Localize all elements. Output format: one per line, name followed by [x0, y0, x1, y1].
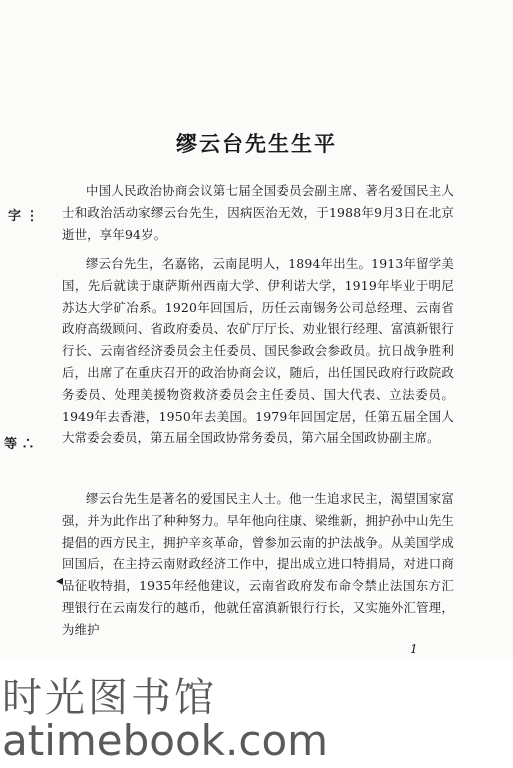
watermark-url: atimebook.com	[2, 716, 329, 765]
page-title: 缪云台先生生平	[176, 131, 337, 156]
page-number: 1	[410, 642, 418, 656]
watermark-text: 时光图书馆	[2, 675, 217, 721]
paragraph-1: 中国人民政治协商会议第七届全国委员会副主席、著名爱国民主人士和政治活动家缪云台先生，因病医治无效，于1988年9月3日在北京逝世，享年94岁。	[62, 183, 454, 242]
margin-arrow-mark: ◂	[56, 573, 64, 589]
margin-handwriting-mark: 等 ∴	[4, 437, 35, 452]
paragraph-3: 缪云台先生是著名的爱国民主人士。他一生追求民主，渴望国家富强，并为此作出了种种努力。早年他向往康、梁维新，拥护孙中山先生提倡的西方民主，拥护辛亥革命，曾参加云南的护法战争。从美国学成回国后，在主持云南财政经济工作中，提出成立进口特捐局，对进口商品征收特捐，1935年经他建议，云南省政府发布命令禁止法国东方汇理银行在云南发行的越币，他就任富滇新银行行长，又实施外汇管理，为维护	[62, 491, 454, 637]
paragraph-2: 缪云台先生，名嘉铭，云南昆明人，1894年出生。1913年留学美国，先后就读于康萨斯州西南大学、伊利诺大学，1919年毕业于明尼苏达大学矿冶系。1920年回国后，历任云南锡务公司总经理、云南省政府高级顾问、省政府委员、农矿厅厅长、劝业银行经理、富滇新银行行长、云南省经济委员会主任委员、国民参政会参政员。抗日战争胜利后，出席了在重庆召开的政治协商会议，随后，出任国民政府行政院政务委员、处理美援物资救济委员会主任委员、国大代表、立法委员。1949年去香港，1950年去美国。1979年回国定居，任第五届全国人大常委会委员，第五届全国政协常务委员，第六届全国政协副主席。	[62, 256, 454, 446]
margin-handwriting-mark: 字 ⋮	[8, 209, 39, 224]
